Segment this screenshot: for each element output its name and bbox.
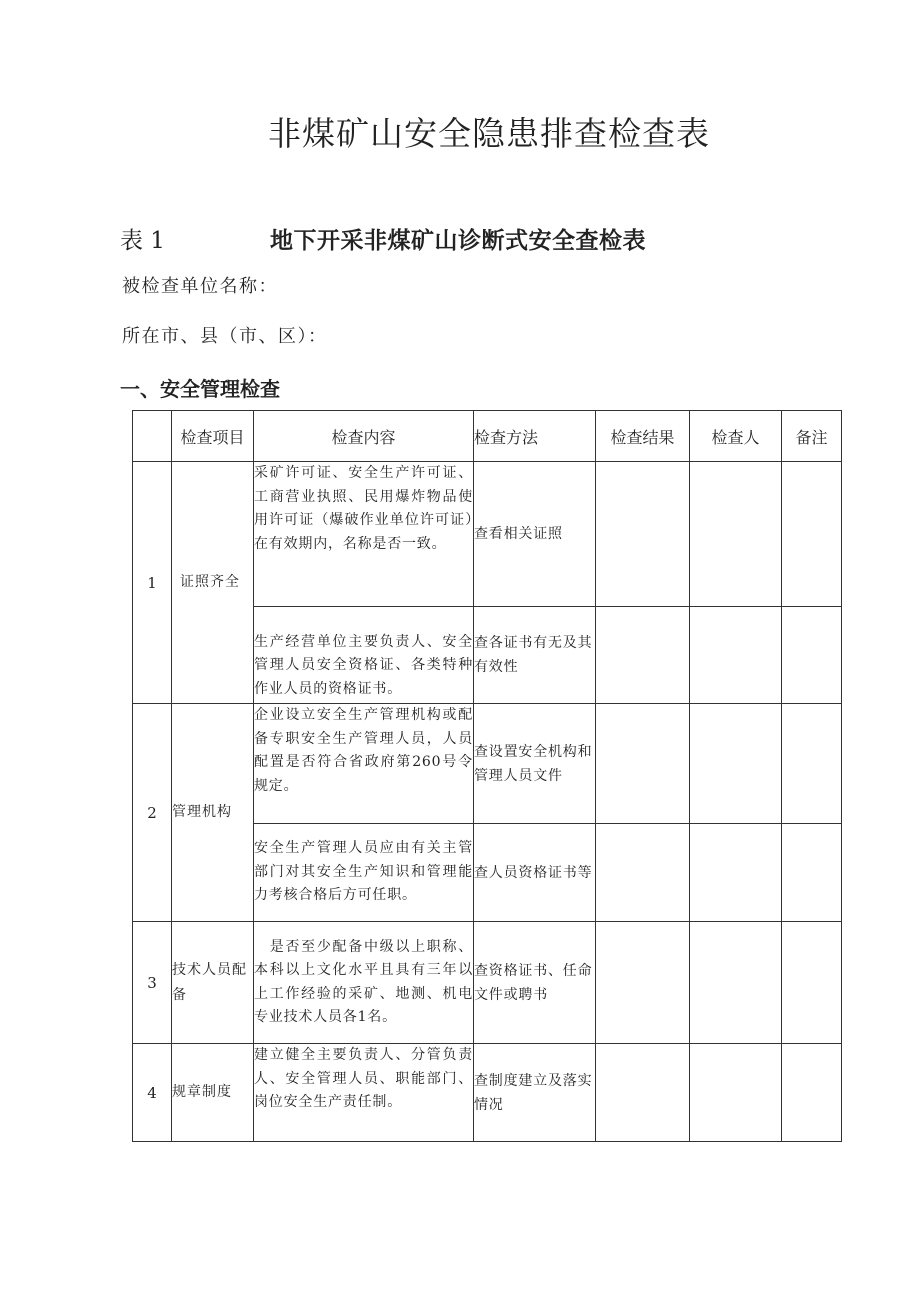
inspector-cell[interactable] (690, 922, 782, 1044)
check-item: 技术人员配备 (172, 922, 254, 1044)
check-content: 是否至少配备中级以上职称、本科以上文化水平且具有三年以上工作经验的采矿、地测、机电专业技术人员各1名。 (254, 922, 474, 1044)
remark-cell[interactable] (782, 704, 842, 824)
header-row (133, 411, 842, 462)
header-method: 检查方法 (474, 411, 596, 462)
row-number: 4 (133, 1044, 172, 1142)
section-heading: 一、安全管理检查 (120, 377, 280, 401)
table-row (133, 922, 842, 1044)
row-number: 2 (133, 704, 172, 922)
region-label: 所在市、县（市、区）： (122, 326, 328, 347)
check-method: 查人员资格证书等 (474, 824, 596, 922)
table-row (133, 462, 842, 607)
check-item: 管理机构 (172, 704, 254, 922)
document-title: 非煤矿山安全隐患排查检查表 (268, 114, 710, 153)
header-item: 检查项目 (172, 411, 254, 462)
check-content: 采矿许可证、安全生产许可证、工商营业执照、民用爆炸物品使用许可证（爆破作业单位许可证）在有效期内，名称是否一致。 (254, 462, 474, 607)
check-content: 企业设立安全生产管理机构或配备专职安全生产管理人员，人员配置是否符合省政府第260号令规定。 (254, 704, 474, 824)
remark-cell[interactable] (782, 462, 842, 607)
inspector-cell[interactable] (690, 607, 782, 704)
table-number: 表 1 (120, 228, 165, 254)
header-remark: 备注 (782, 411, 842, 462)
row-number: 3 (133, 922, 172, 1044)
result-cell[interactable] (596, 922, 690, 1044)
inspection-table (132, 410, 842, 1142)
check-method: 查资格证书、任命文件或聘书 (474, 922, 596, 1044)
result-cell[interactable] (596, 824, 690, 922)
inspected-unit-label: 被检查单位名称： (122, 276, 278, 297)
result-cell[interactable] (596, 607, 690, 704)
check-item: 规章制度 (172, 1044, 254, 1142)
check-method: 查制度建立及落实情况 (474, 1044, 596, 1142)
inspector-cell[interactable] (690, 462, 782, 607)
table-caption (120, 222, 860, 252)
check-content: 生产经营单位主要负责人、安全管理人员安全资格证、各类特种作业人员的资格证书。 (254, 607, 474, 704)
remark-cell[interactable] (782, 607, 842, 704)
header-content: 检查内容 (254, 411, 474, 462)
remark-cell[interactable] (782, 922, 842, 1044)
check-method: 查各证书有无及其有效性 (474, 607, 596, 704)
check-item: 证照齐全 (172, 462, 254, 704)
check-content: 建立健全主要负责人、分管负责人、安全管理人员、职能部门、岗位安全生产责任制。 (254, 1044, 474, 1142)
check-content: 安全生产管理人员应由有关主管部门对其安全生产知识和管理能力考核合格后方可任职。 (254, 824, 474, 922)
remark-cell[interactable] (782, 824, 842, 922)
result-cell[interactable] (596, 462, 690, 607)
header-no (133, 411, 172, 462)
result-cell[interactable] (596, 1044, 690, 1142)
inspector-cell[interactable] (690, 1044, 782, 1142)
check-method: 查设置安全机构和管理人员文件 (474, 704, 596, 824)
header-result: 检查结果 (596, 411, 690, 462)
row-number: 1 (133, 462, 172, 704)
check-method: 查看相关证照 (474, 462, 596, 607)
inspector-cell[interactable] (690, 704, 782, 824)
remark-cell[interactable] (782, 1044, 842, 1142)
result-cell[interactable] (596, 704, 690, 824)
inspector-cell[interactable] (690, 824, 782, 922)
table-row (133, 704, 842, 824)
header-inspector: 检查人 (690, 411, 782, 462)
table-row (133, 1044, 842, 1142)
table-title: 地下开采非煤矿山诊断式安全查检表 (270, 228, 646, 254)
